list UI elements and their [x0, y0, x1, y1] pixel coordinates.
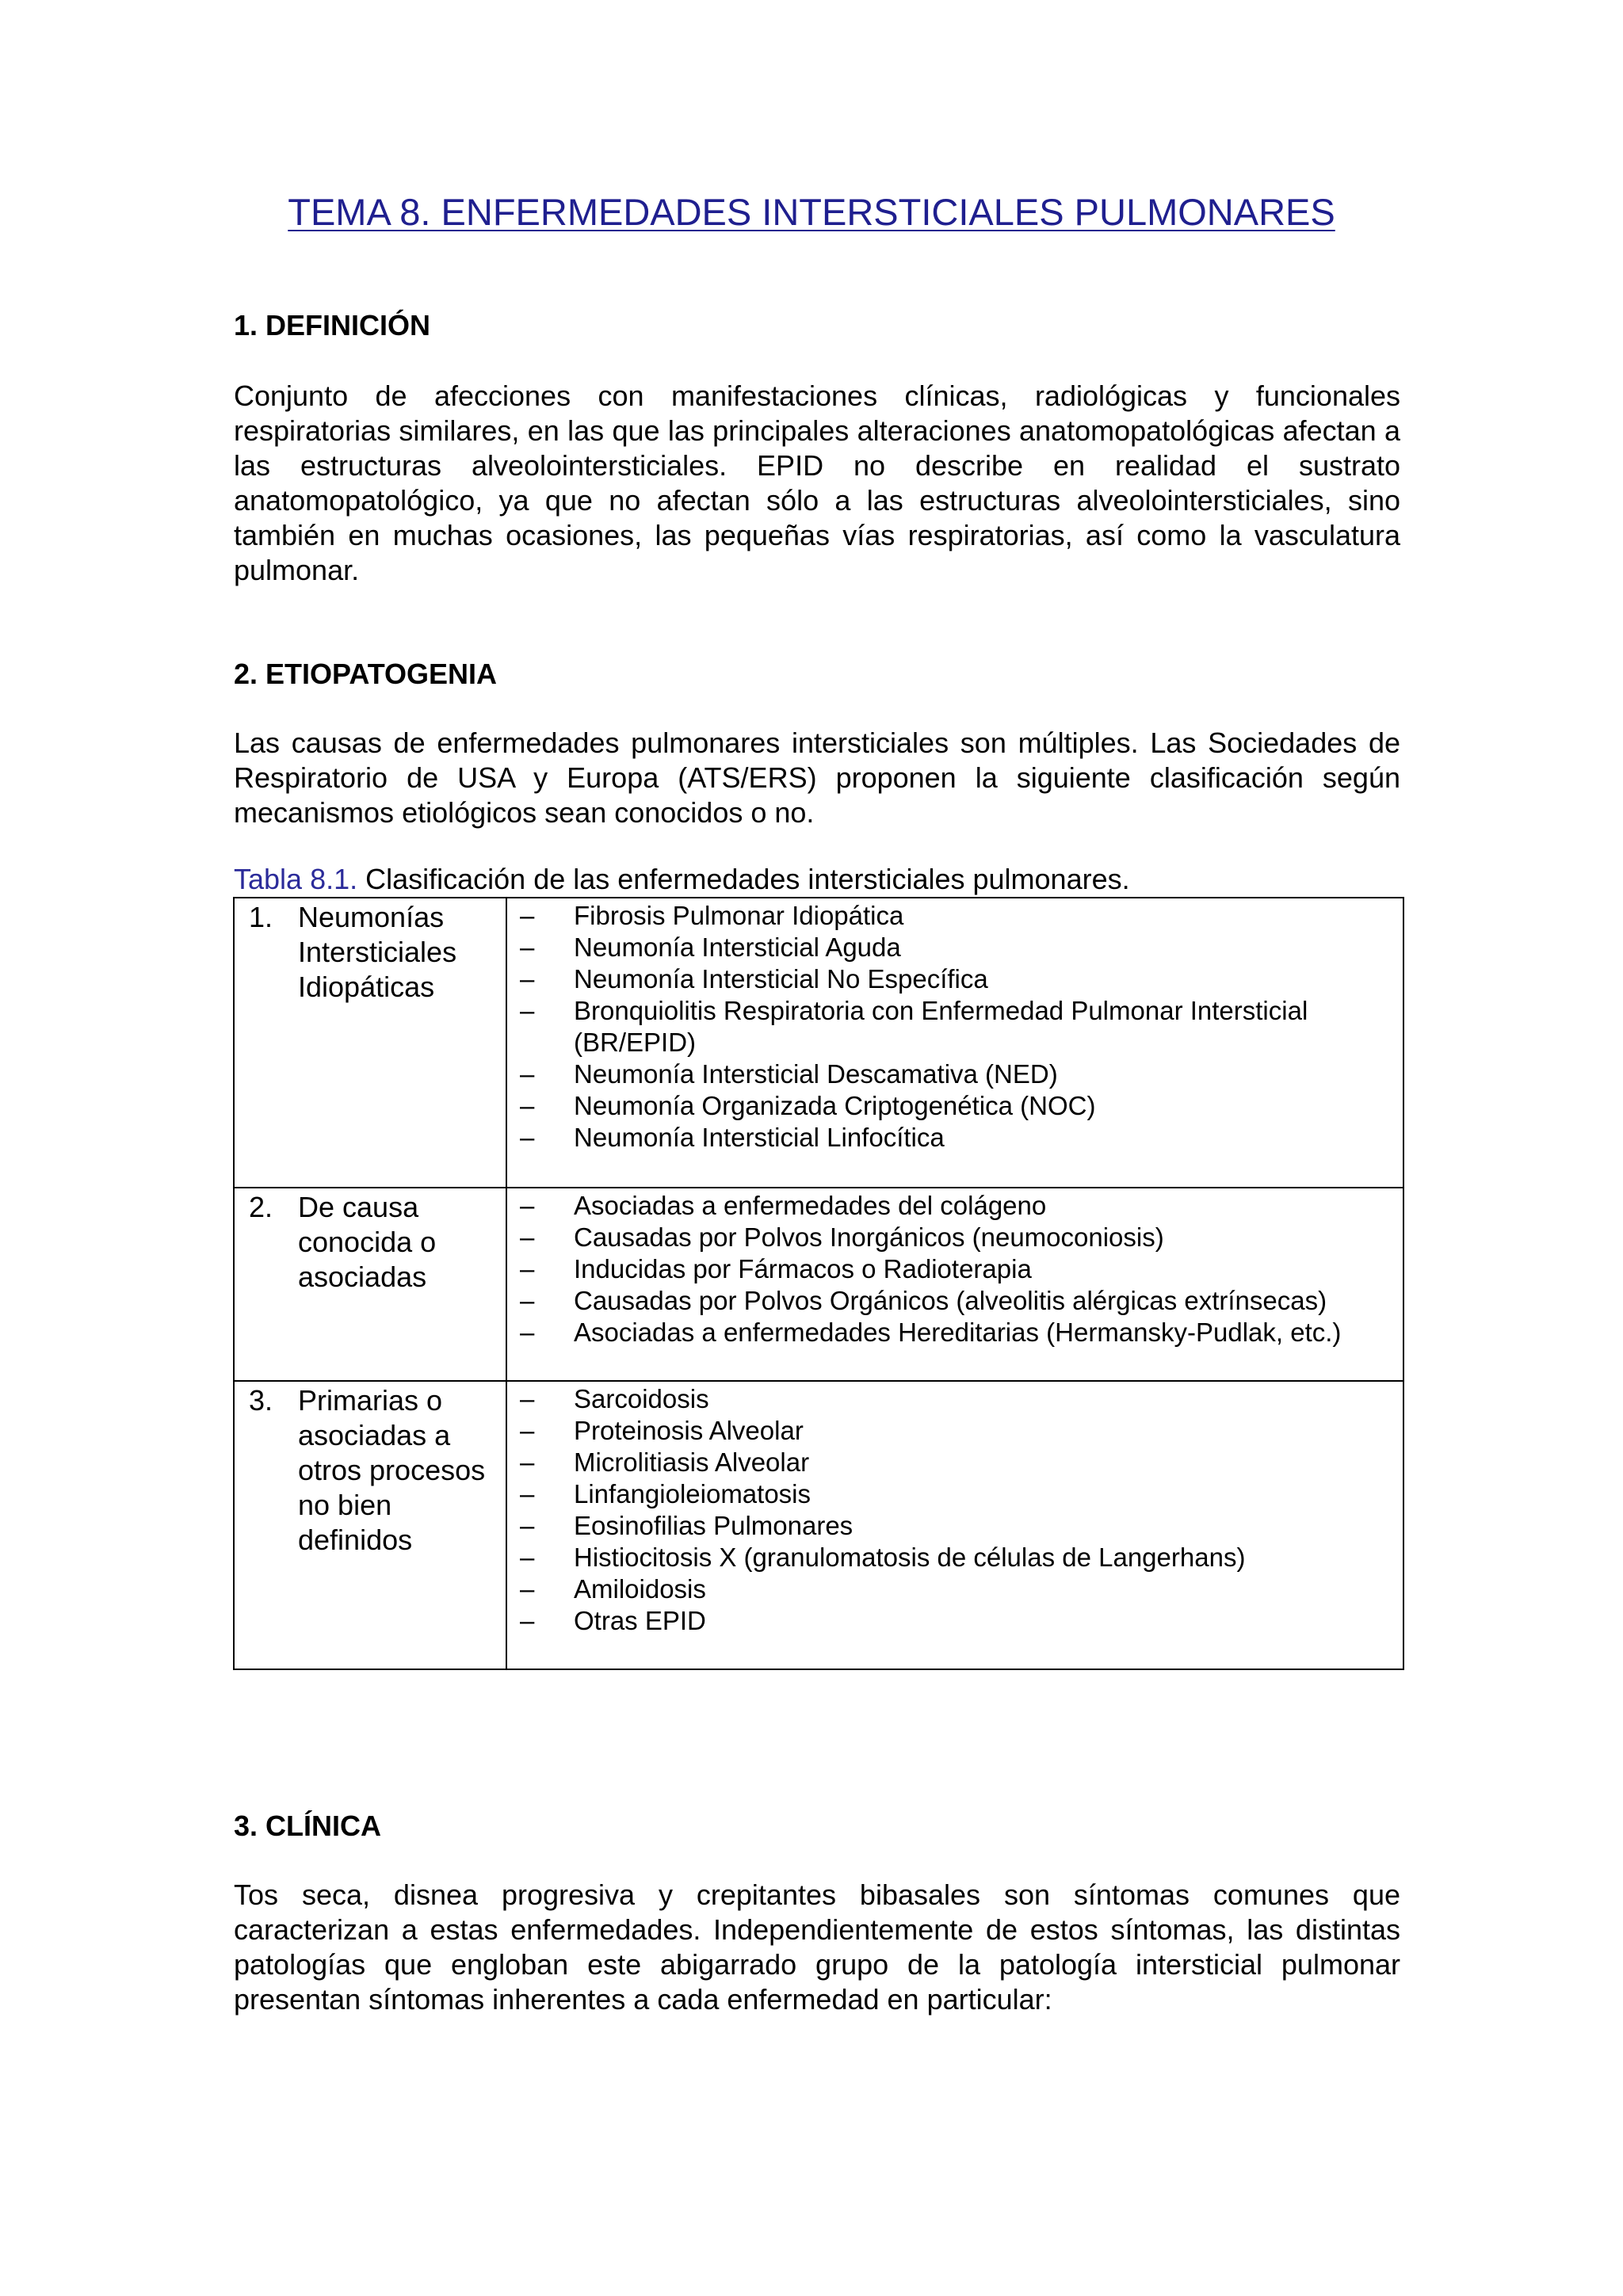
- dash-bullet: –: [520, 1191, 535, 1220]
- section-heading-clinica: 3. CLÍNICA: [234, 1810, 382, 1842]
- items-cell: [506, 898, 1403, 1188]
- category-label: Neumonías Intersticiales Idiopáticas: [298, 901, 457, 1003]
- items-list: [507, 898, 1403, 1154]
- dash-bullet: –: [520, 933, 535, 962]
- item-text: Asociadas a enfermedades Hereditarias (Hermansky-Pudlak, etc.): [574, 1318, 1342, 1347]
- list-item: [520, 1573, 1403, 1605]
- dash-bullet: –: [520, 1511, 535, 1540]
- category-cell: [234, 1381, 506, 1669]
- section-heading-etiopatogenia: 2. ETIOPATOGENIA: [234, 658, 498, 690]
- dash-bullet: –: [520, 964, 535, 994]
- dash-bullet: –: [520, 1286, 535, 1315]
- list-item: [520, 1447, 1403, 1478]
- list-item: [520, 932, 1403, 963]
- category-number: 2.: [249, 1191, 273, 1223]
- classification-table: [233, 897, 1404, 1670]
- dash-bullet: –: [520, 1606, 535, 1635]
- list-item: [520, 1253, 1403, 1285]
- dash-bullet: –: [520, 1123, 535, 1152]
- table-row: [234, 1188, 1403, 1381]
- list-item: [520, 1285, 1403, 1317]
- item-text: Amiloidosis: [574, 1574, 706, 1604]
- dash-bullet: –: [520, 996, 535, 1025]
- table-row: [234, 898, 1403, 1188]
- list-item: [520, 963, 1403, 995]
- dash-bullet: –: [520, 1091, 535, 1120]
- table-row: [234, 1381, 1403, 1669]
- dash-bullet: –: [520, 1543, 535, 1572]
- items-list: [507, 1188, 1403, 1348]
- item-text: Asociadas a enfermedades del colágeno: [574, 1191, 1047, 1220]
- table-caption: [234, 862, 1130, 897]
- item-text: Sarcoidosis: [574, 1384, 709, 1413]
- dash-bullet: –: [520, 1574, 535, 1604]
- item-text: Proteinosis Alveolar: [574, 1416, 804, 1445]
- dash-bullet: –: [520, 1479, 535, 1508]
- list-item: [520, 1317, 1403, 1348]
- list-item: [520, 995, 1403, 1058]
- list-item: [520, 1478, 1403, 1510]
- paragraph-etiopatogenia: Las causas de enfermedades pulmonares intersticiales son múltiples. Las Sociedades de Respiratorio de USA y Europa (ATS/ERS) proponen la siguiente clasificación según mecanismos etiológicos sean conocidos o no.: [234, 727, 1400, 829]
- dash-bullet: –: [520, 1416, 535, 1445]
- list-item: [520, 1542, 1403, 1573]
- item-text: Causadas por Polvos Orgánicos (alveolitis alérgicas extrínsecas): [574, 1286, 1327, 1315]
- list-item: [520, 1122, 1403, 1154]
- item-text: Otras EPID: [574, 1606, 706, 1635]
- dash-bullet: –: [520, 901, 535, 930]
- list-item: [520, 1605, 1403, 1637]
- category-number: 1.: [249, 901, 273, 933]
- list-item: [520, 1383, 1403, 1415]
- list-item: [520, 900, 1403, 932]
- item-text: Inducidas por Fármacos o Radioterapia: [574, 1254, 1032, 1283]
- item-text: Eosinofilias Pulmonares: [574, 1511, 854, 1540]
- list-item: [520, 1510, 1403, 1542]
- list-item: [520, 1415, 1403, 1447]
- list-item: [520, 1190, 1403, 1222]
- items-cell: [506, 1381, 1403, 1669]
- items-list: [507, 1382, 1403, 1637]
- list-item: [520, 1222, 1403, 1253]
- section-heading-definicion: 1. DEFINICIÓN: [234, 309, 431, 341]
- category-label: Primarias o asociadas a otros procesos no bien definidos: [298, 1384, 486, 1556]
- dash-bullet: –: [520, 1447, 535, 1477]
- item-text: Causadas por Polvos Inorgánicos (neumoconiosis): [574, 1222, 1164, 1252]
- item-text: Fibrosis Pulmonar Idiopática: [574, 901, 904, 930]
- dash-bullet: –: [520, 1059, 535, 1089]
- item-text: Neumonía Intersticial Aguda: [574, 933, 901, 962]
- category-cell: [234, 898, 506, 1188]
- document-title: TEMA 8. ENFERMEDADES INTERSTICIALES PULMONARES: [288, 191, 1335, 233]
- items-cell: [506, 1188, 1403, 1381]
- category-cell: [234, 1188, 506, 1381]
- item-text: Neumonía Intersticial No Específica: [574, 964, 988, 994]
- item-text: Microlitiasis Alveolar: [574, 1447, 810, 1477]
- item-text: Histiocitosis X (granulomatosis de células de Langerhans): [574, 1543, 1246, 1572]
- item-text: Neumonía Intersticial Descamativa (NED): [574, 1059, 1058, 1089]
- list-item: [520, 1090, 1403, 1122]
- table-caption-text: Clasificación de las enfermedades intersticiales pulmonares.: [357, 863, 1130, 895]
- item-text: Bronquiolitis Respiratoria con Enfermedad Pulmonar Intersticial (BR/EPID): [574, 996, 1308, 1057]
- category-label: De causa conocida o asociadas: [298, 1191, 437, 1293]
- dash-bullet: –: [520, 1222, 535, 1252]
- paragraph-clinica: Tos seca, disnea progresiva y crepitantes bibasales son síntomas comunes que caracterizan a estas enfermedades. Independientemente de estos síntomas, las distintas patologías que engloban este abigarrado grupo de la patología intersticial pulmonar presentan síntomas inherentes a cada enfermedad en particular:: [234, 1878, 1400, 2016]
- item-text: Neumonía Intersticial Linfocítica: [574, 1123, 945, 1152]
- category-number: 3.: [249, 1384, 273, 1417]
- dash-bullet: –: [520, 1384, 535, 1413]
- paragraph-definicion: Conjunto de afecciones con manifestaciones clínicas, radiológicas y funcionales respiratorias similares, en las que las principales alteraciones anatomopatológicas afectan a las estructuras alveolointersticiales. EPID no describe en realidad el sustrato anatomopatológico, ya que no afectan sólo a las estructuras alveolointersticiales, sino también en muchas ocasiones, las pequeñas vías respiratorias, así como la vasculatura pulmonar.: [234, 379, 1400, 586]
- item-text: Linfangioleiomatosis: [574, 1479, 812, 1508]
- dash-bullet: –: [520, 1318, 535, 1347]
- item-text: Neumonía Organizada Criptogenética (NOC): [574, 1091, 1096, 1120]
- list-item: [520, 1058, 1403, 1090]
- table-caption-label: Tabla 8.1.: [234, 863, 358, 895]
- dash-bullet: –: [520, 1254, 535, 1283]
